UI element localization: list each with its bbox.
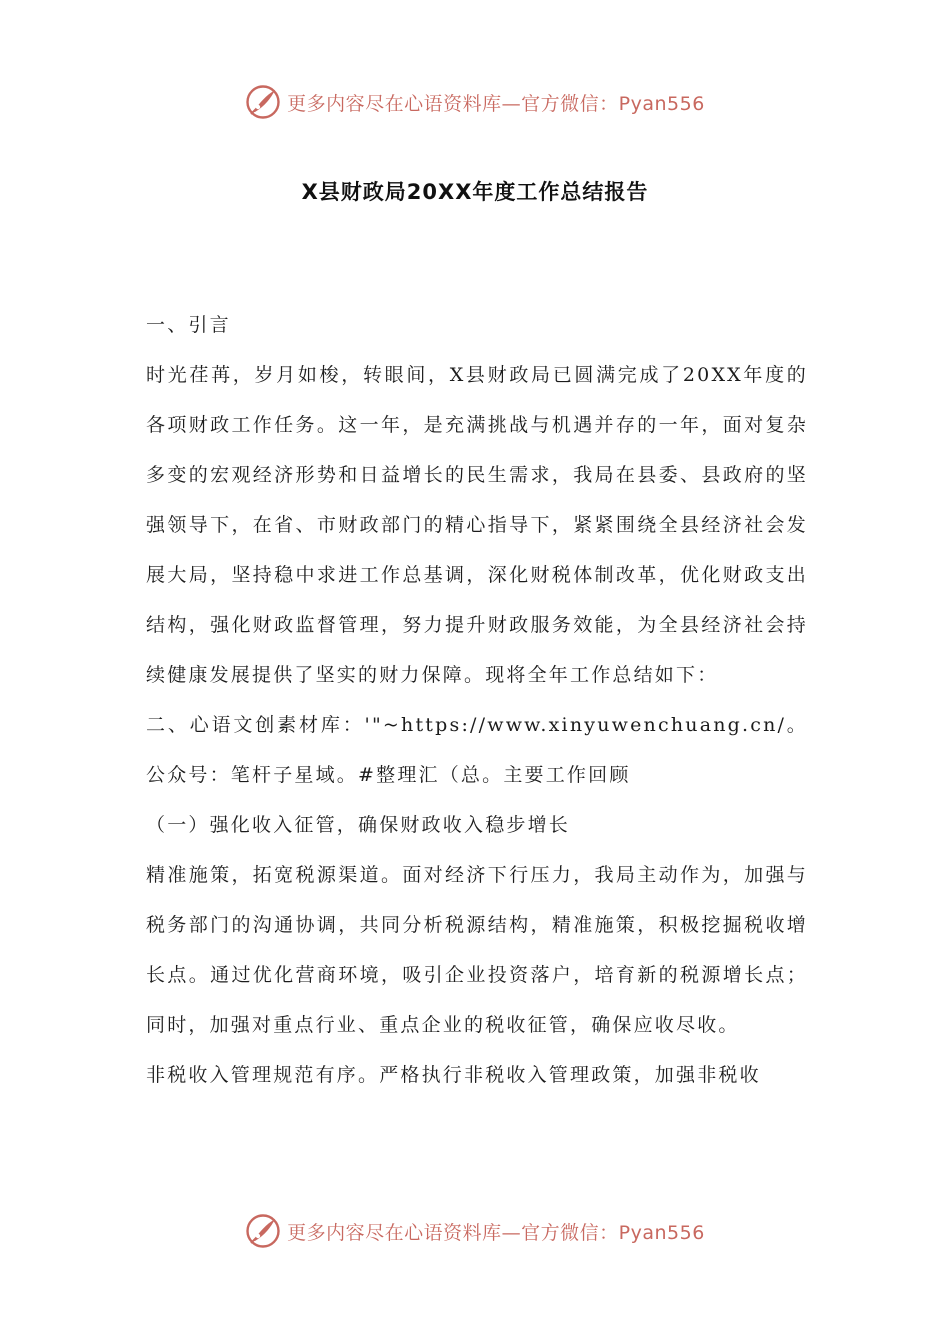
page-title: X县财政局20XX年度工作总结报告	[301, 180, 649, 204]
paragraph-revenue-tax-sources: 精准施策，拓宽税源渠道。面对经济下行压力，我局主动作为，加强与税务部门的沟通协调，共同分析税源结构，精准施策，积极挖掘税收增长点。通过优化营商环境，吸引企业投资落户，培育新的税源增长点；同时，加强对重点行业、重点企业的税收征管，确保应收尽收。	[146, 864, 808, 1036]
paragraph-introduction: 时光荏苒，岁月如梭，转眼间，X县财政局已圆满完成了20XX年度的各项财政工作任务。这一年，是充满挑战与机遇并存的一年，面对复杂多变的宏观经济形势和日益增长的民生需求，我局在县委、县政府的坚强领导下，在省、市财政部门的精心指导下，紧紧围绕全县经济社会发展大局，坚持稳中求进工作总基调，深化财税体制改革，优化财政支出结构，强化财政监督管理，努力提升财政服务效能，为全县经济社会持续健康发展提供了坚实的财力保障。现将全年工作总结如下：	[146, 364, 808, 686]
section-heading-work-review: 二、心语文创素材库：'"~https://www.xinyuwenchuang.cn/。公众号：笔杆子星域。#整理汇（总。主要工作回顾	[146, 714, 808, 786]
banner-wechat-id: Pyan556	[618, 92, 705, 115]
banner-text-cn: 更多内容尽在心语资料库—官方微信：	[287, 92, 619, 115]
banner-text-cn: 更多内容尽在心语资料库—官方微信：	[287, 1221, 619, 1244]
banner-text	[287, 1218, 705, 1245]
document-body	[146, 300, 808, 1100]
section-heading-introduction: 一、引言	[146, 314, 231, 336]
footer-watermark-banner	[0, 1211, 950, 1251]
header-watermark-banner	[0, 82, 950, 122]
quill-pen-icon	[245, 84, 281, 120]
paragraph-non-tax-revenue: 非税收入管理规范有序。严格执行非税收入管理政策，加强非税收	[146, 1064, 761, 1086]
banner-text	[287, 89, 705, 116]
quill-pen-icon	[245, 1213, 281, 1249]
subsection-heading-revenue: （一）强化收入征管，确保财政收入稳步增长	[146, 814, 571, 836]
banner-wechat-id: Pyan556	[618, 1221, 705, 1244]
